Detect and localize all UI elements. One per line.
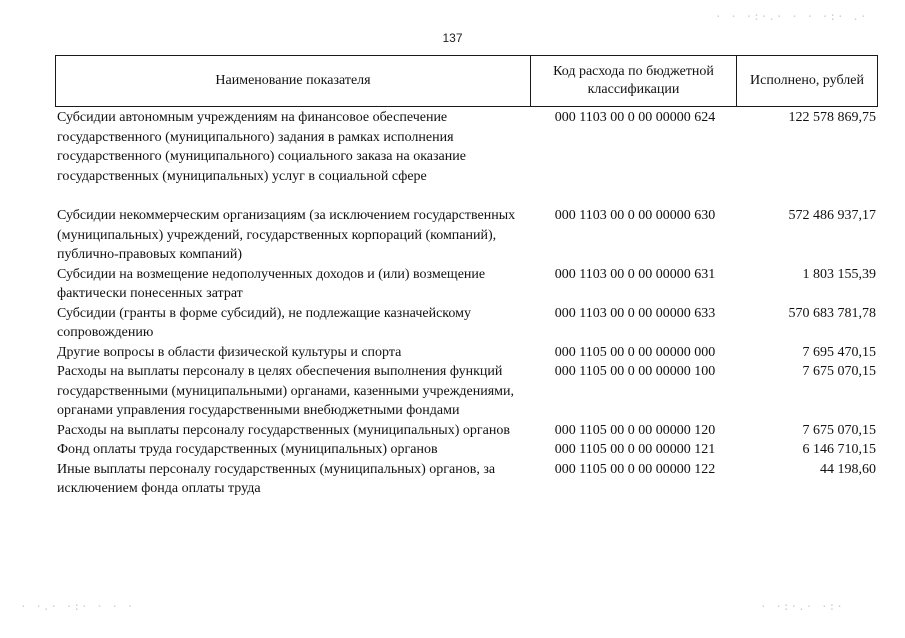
row-code: 000 1105 00 0 00 00000 100 (554, 364, 716, 379)
table-row (57, 343, 878, 363)
row-name: Другие вопросы в области физической культуры и спорта (57, 344, 402, 360)
row-code: 000 1105 00 0 00 00000 121 (554, 442, 716, 457)
row-name: Фонд оплаты труда государственных (муниципальных) органов (57, 442, 438, 457)
row-code: 000 1103 00 0 00 00000 624 (554, 110, 716, 125)
header-code-column: Код расхода по бюджетной классификации (531, 56, 737, 106)
row-amount: 570 683 781,78 (788, 305, 876, 321)
table-row (57, 108, 878, 186)
row-amount: 44 198,60 (820, 461, 876, 477)
table-row (57, 362, 878, 421)
scan-noise: · · ·:·.· · · ·:· .· (715, 10, 868, 23)
row-code: 000 1105 00 0 00 00000 000 (554, 344, 716, 360)
row-name: Субсидии автономным учреждениям на финансовое обеспечение государственного (муниципального) задания в рамках исполнения государственного (муниципального) социального заказа на оказание государственных (муниципальных) услуг в социальной сфере (57, 110, 466, 184)
row-amount: 6 146 710,15 (802, 442, 876, 457)
row-amount: 1 803 155,39 (802, 266, 876, 282)
row-code: 000 1103 00 0 00 00000 633 (554, 305, 716, 321)
row-code: 000 1103 00 0 00 00000 631 (554, 266, 716, 282)
table-row (57, 460, 878, 499)
table-row (57, 304, 878, 343)
row-code: 000 1105 00 0 00 00000 122 (554, 461, 716, 477)
row-amount: 7 675 070,15 (802, 364, 876, 379)
row-name: Субсидии некоммерческим организациям (за исключением государственных (муниципальных) учреждений, государственных корпораций (компаний), публично-правовых компаний) (57, 208, 516, 262)
header-done-column: Исполнено, рублей (750, 73, 864, 88)
table-body (57, 108, 878, 499)
row-name: Расходы на выплаты персоналу в целях обеспечения выполнения функций государственными (муниципальными) органами, казенными учреждениями, органами управления государственными внебюджетными фондами (57, 364, 514, 418)
row-name: Субсидии на возмещение недополученных доходов и (или) возмещение фактически понесенных затрат (57, 266, 486, 301)
row-name: Расходы на выплаты персоналу государственных (муниципальных) органов (57, 422, 510, 438)
row-amount: 7 695 470,15 (802, 344, 876, 360)
table-row (57, 440, 878, 460)
scan-noise: · ·.· ·:· · · · (20, 600, 135, 613)
table-row (57, 421, 878, 441)
row-code: 000 1105 00 0 00 00000 120 (554, 422, 716, 438)
row-name: Субсидии (гранты в форме субсидий), не подлежащие казначейскому сопровождению (57, 305, 471, 340)
table-row (57, 265, 878, 304)
row-amount: 122 578 869,75 (788, 110, 876, 125)
row-amount: 7 675 070,15 (802, 422, 876, 438)
table-row (57, 206, 878, 265)
row-code: 000 1103 00 0 00 00000 630 (554, 208, 716, 223)
header-name-column: Наименование показателя (56, 56, 531, 106)
scan-noise: · ·:·.· ·:· (760, 600, 844, 613)
row-amount: 572 486 937,17 (788, 208, 876, 223)
row-name: Иные выплаты персоналу государственных (муниципальных) органов, за исключением фонда оплаты труда (57, 461, 496, 496)
table-header (55, 55, 878, 107)
page-number: 137 (442, 31, 463, 45)
